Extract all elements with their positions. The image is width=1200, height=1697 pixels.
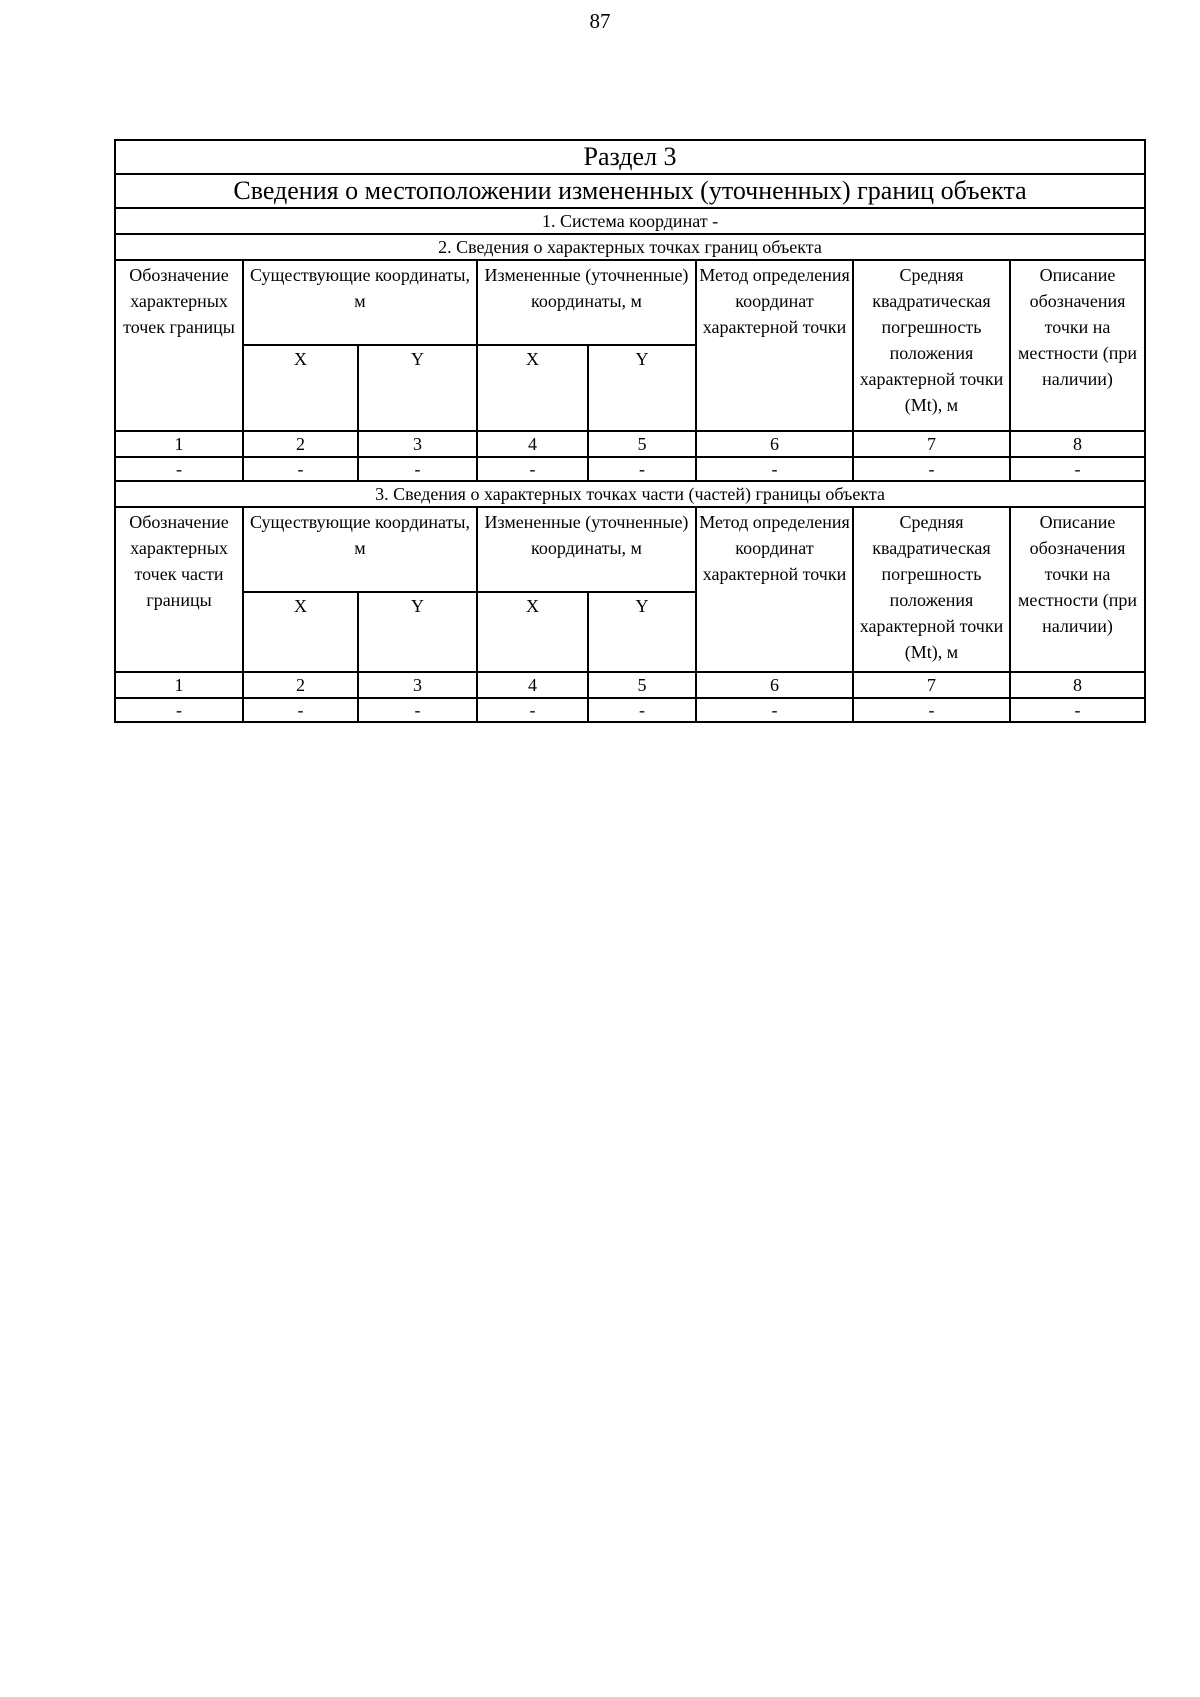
block3-number-cell: 4	[477, 672, 588, 698]
block2-data-cell: -	[243, 457, 358, 481]
block2-number-cell: 5	[588, 431, 696, 457]
block3-col-changed-header: Измененные (уточненные) координаты, м	[477, 507, 696, 592]
section-3-table	[114, 139, 1146, 723]
block2-col-changed-header: Измененные (уточненные) координаты, м	[477, 260, 696, 345]
block2-changed-x-header: X	[477, 345, 588, 431]
block2-data-cell: -	[115, 457, 243, 481]
block3-col-error-header: Средняя квадратическая погрешность положения характерной точки (Mt), м	[853, 507, 1010, 672]
block2-number-cell: 8	[1010, 431, 1145, 457]
block2-data-row	[115, 457, 1145, 481]
block3-data-cell: -	[477, 698, 588, 722]
block3-heading: 3. Сведения о характерных точках части (частей) границы объекта	[115, 481, 1145, 507]
block2-changed-y-header: Y	[588, 345, 696, 431]
block2-existing-y-header: Y	[358, 345, 477, 431]
block3-number-cell: 6	[696, 672, 853, 698]
block3-existing-y-header: Y	[358, 592, 477, 672]
block3-number-cell: 7	[853, 672, 1010, 698]
coordinate-system-row: 1. Система координат -	[115, 208, 1145, 234]
block2-col-existing-header: Существующие координаты, м	[243, 260, 477, 345]
block2-data-cell: -	[358, 457, 477, 481]
block3-data-row	[115, 698, 1145, 722]
block3-number-cell: 5	[588, 672, 696, 698]
block3-data-cell: -	[696, 698, 853, 722]
block2-col-error-header: Средняя квадратическая погрешность положения характерной точки (Mt), м	[853, 260, 1010, 431]
block2-number-cell: 1	[115, 431, 243, 457]
block2-heading: 2. Сведения о характерных точках границ объекта	[115, 234, 1145, 260]
block3-data-cell: -	[358, 698, 477, 722]
block3-existing-x-header: X	[243, 592, 358, 672]
block2-existing-x-header: X	[243, 345, 358, 431]
block3-data-cell: -	[243, 698, 358, 722]
block3-data-cell: -	[1010, 698, 1145, 722]
block3-number-cell: 8	[1010, 672, 1145, 698]
block2-data-cell: -	[588, 457, 696, 481]
section-title: Раздел 3	[115, 140, 1145, 174]
block3-changed-y-header: Y	[588, 592, 696, 672]
block2-col-method-header: Метод определения координат характерной точки	[696, 260, 853, 431]
block3-data-cell: -	[115, 698, 243, 722]
block2-col-point-header: Обозначение характерных точек границы	[115, 260, 243, 431]
block3-changed-x-header: X	[477, 592, 588, 672]
block2-number-cell: 7	[853, 431, 1010, 457]
block2-number-cell: 3	[358, 431, 477, 457]
block2-data-cell: -	[477, 457, 588, 481]
block2-number-row	[115, 431, 1145, 457]
block2-col-description-header: Описание обозначения точки на местности (при наличии)	[1010, 260, 1145, 431]
block2-data-cell: -	[696, 457, 853, 481]
block3-number-cell: 1	[115, 672, 243, 698]
block3-number-row	[115, 672, 1145, 698]
block2-number-cell: 2	[243, 431, 358, 457]
block3-col-point-header: Обозначение характерных точек части границы	[115, 507, 243, 672]
block2-number-cell: 4	[477, 431, 588, 457]
block3-data-cell: -	[588, 698, 696, 722]
block2-data-cell: -	[1010, 457, 1145, 481]
block3-number-cell: 2	[243, 672, 358, 698]
block3-number-cell: 3	[358, 672, 477, 698]
block3-col-description-header: Описание обозначения точки на местности (при наличии)	[1010, 507, 1145, 672]
section-subtitle: Сведения о местоположении измененных (уточненных) границ объекта	[115, 174, 1145, 208]
block2-data-cell: -	[853, 457, 1010, 481]
block2-number-cell: 6	[696, 431, 853, 457]
block3-col-existing-header: Существующие координаты, м	[243, 507, 477, 592]
block3-col-method-header: Метод определения координат характерной точки	[696, 507, 853, 672]
block3-data-cell: -	[853, 698, 1010, 722]
page-number: 87	[589, 9, 611, 33]
